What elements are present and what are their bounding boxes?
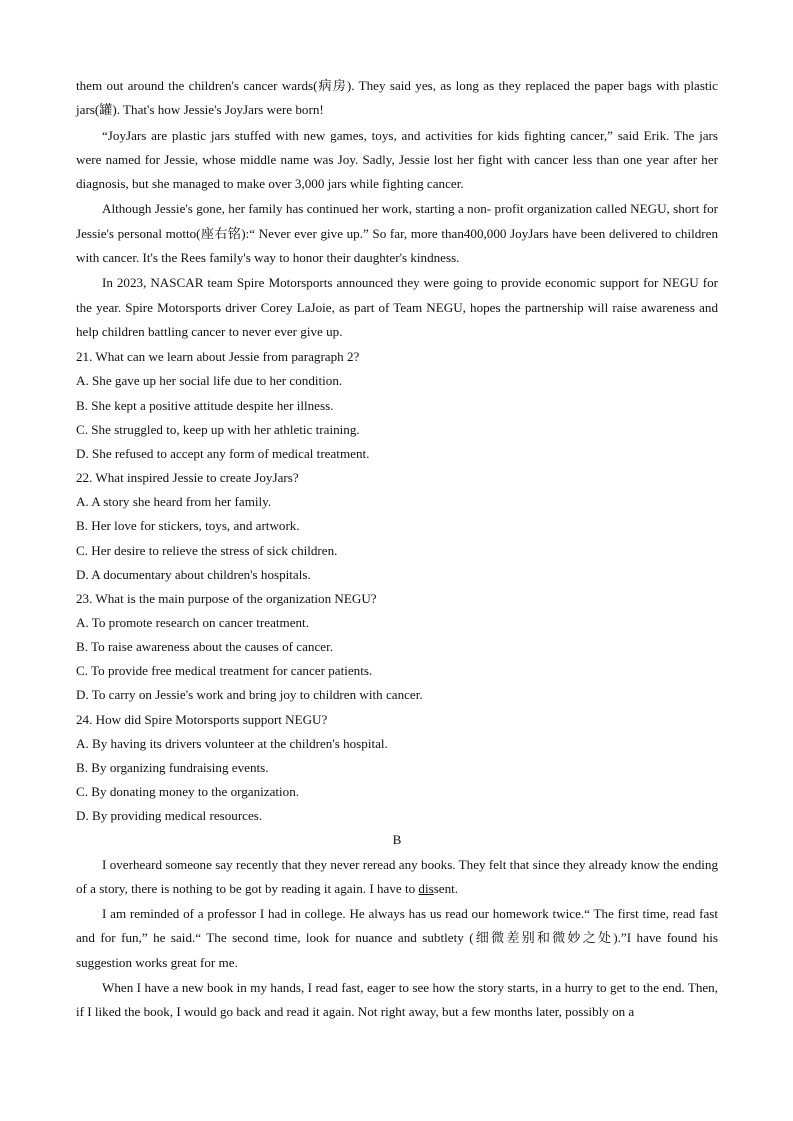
answer-option: A. To promote research on cancer treatment. <box>76 614 309 630</box>
document-page <box>76 74 718 1026</box>
answer-option: D. To carry on Jessie's work and bring joy to children with cancer. <box>76 687 423 703</box>
answer-option: A. By having its drivers volunteer at the children's hospital. <box>76 735 388 751</box>
answer-option: C. She struggled to, keep up with her athletic training. <box>76 421 360 437</box>
question-22 <box>76 466 718 587</box>
question-stem: 22. What inspired Jessie to create JoyJars? <box>76 470 299 486</box>
passage-b-p1-text-end: sent. <box>433 880 459 896</box>
answer-option: A. She gave up her social life due to her condition. <box>76 373 343 389</box>
answer-option: B. By organizing fundraising events. <box>76 759 269 775</box>
question-24 <box>76 708 718 829</box>
answer-option: D. A documentary about children's hospitals. <box>76 566 311 582</box>
passage-a-paragraph-1: them out around the children's cancer wards(病房). They said yes, as long as they replaced the paper bags with plastic jars(罐). That's how Jessie's JoyJars were born! <box>76 78 718 118</box>
section-heading-b: B <box>392 832 402 848</box>
underlined-word-part: dis <box>418 880 434 896</box>
question-stem: 23. What is the main purpose of the organization NEGU? <box>76 590 377 606</box>
answer-option: A. A story she heard from her family. <box>76 494 272 510</box>
answer-option: C. By donating money to the organization. <box>76 784 300 800</box>
passage-a-paragraph-3: Although Jessie's gone, her family has continued her work, starting a non- profit organization called NEGU, short for Jessie's personal motto(座右铭):“ Never ever give up.” So far, more than400,000 JoyJars have been delivered to children with cancer. It's the Rees family's way to honor their daughter's kindness. <box>76 201 718 266</box>
answer-option: D. She refused to accept any form of medical treatment. <box>76 445 370 461</box>
passage-b-paragraph-2: I am reminded of a professor I had in college. He always has us read our homework twice.“ The first time, read fast and for fun,” he said.“ The second time, look for nuance and subtlety (细微差别和微妙之处).”I have found his suggestion works great for me. <box>76 906 718 970</box>
answer-option: B. Her love for stickers, toys, and artwork. <box>76 518 300 534</box>
answer-option: B. She kept a positive attitude despite her illness. <box>76 397 334 413</box>
question-23 <box>76 587 718 708</box>
passage-b-p1-text-start: I overheard someone say recently that they never reread any books. They felt that since they already know the ending of a story, there is nothing to be got by reading it again. I have to <box>76 856 718 896</box>
question-stem: 21. What can we learn about Jessie from paragraph 2? <box>76 349 360 365</box>
answer-option: D. By providing medical resources. <box>76 808 263 824</box>
passage-a-paragraph-2: “JoyJars are plastic jars stuffed with new games, toys, and activities for kids fighting cancer,” said Erik. The jars were named for Jessie, whose middle name was Joy. Sadly, Jessie lost her fight with cancer less than one year after her diagnosis, but she managed to make over 3,000 jars while fighting cancer. <box>76 127 718 192</box>
answer-option: C. To provide free medical treatment for cancer patients. <box>76 663 373 679</box>
answer-option: C. Her desire to relieve the stress of sick children. <box>76 542 338 558</box>
answer-option: B. To raise awareness about the causes of cancer. <box>76 639 333 655</box>
passage-b-paragraph-3: When I have a new book in my hands, I read fast, eager to see how the story starts, in a hurry to get to the end. Then, if I liked the book, I would go back and read it again. Not right away, but a few months later, possibly on a <box>76 980 718 1020</box>
question-21 <box>76 345 718 466</box>
passage-b-paragraph-1 <box>76 853 718 902</box>
question-stem: 24. How did Spire Motorsports support NEGU? <box>76 711 328 727</box>
passage-a-paragraph-4: In 2023, NASCAR team Spire Motorsports announced they were going to provide economic support for NEGU for the year. Spire Motorsports driver Corey LaJoie, as part of Team NEGU, hopes the partnership will raise awareness and help children battling cancer to never ever give up. <box>76 275 718 339</box>
